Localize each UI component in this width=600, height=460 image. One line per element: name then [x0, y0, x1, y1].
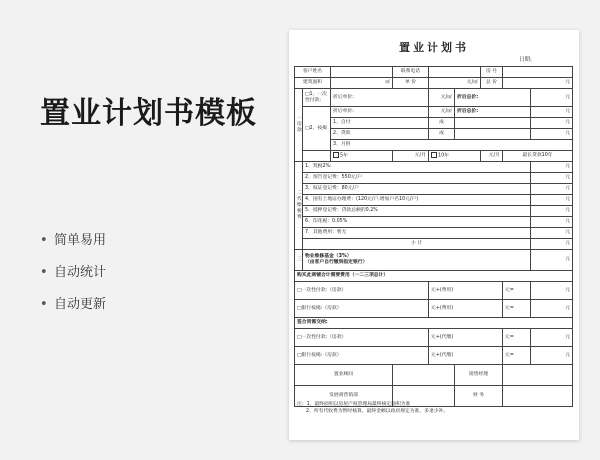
table-row — [295, 151, 573, 162]
table-row — [295, 184, 573, 195]
room-cell[interactable] — [503, 67, 573, 78]
section-maintenance: 三、 — [295, 250, 303, 271]
table-row — [295, 78, 573, 89]
bullet-icon: • — [40, 265, 48, 280]
table-row — [295, 206, 573, 217]
footnote: 2、所有代收费为暂时核算，最终金额以政府规定为准，多退少补。 — [306, 409, 449, 414]
consultant-signature[interactable] — [393, 365, 455, 386]
yuan-unit: 元 — [531, 206, 573, 217]
bullet-icon: • — [40, 297, 48, 312]
table-row — [295, 250, 573, 271]
fees-subtotal-label: 小 计 — [303, 239, 531, 250]
section-payment: 一、房款 — [295, 89, 303, 162]
yuan-unit: 元 — [531, 250, 573, 271]
room-label: 房 号 — [481, 67, 503, 78]
date-label: 日期: — [519, 57, 532, 63]
yuan-unit: 元 — [531, 107, 573, 118]
self-pay-label: 1、自付 — [331, 118, 429, 129]
yuan-unit: 元 — [531, 228, 573, 239]
section-fees: 二、代缴税费 — [295, 162, 303, 250]
customer-name-cell[interactable] — [331, 67, 393, 78]
yuan-unit: 元 — [531, 282, 573, 300]
table-row — [295, 67, 573, 78]
table-row — [295, 318, 573, 329]
yuan-unit: 元 — [531, 239, 573, 250]
fee-item: 6、印花税：0.05% — [303, 217, 531, 228]
yuan-unit: 元 — [531, 89, 573, 107]
table-row — [295, 89, 573, 107]
template-title: 置业计划书模板 — [40, 96, 257, 131]
eq-label: 元= — [503, 329, 531, 347]
total-one-time-fee: 元+(费用) — [429, 282, 503, 300]
table-row — [295, 107, 573, 118]
loan-item-label: 2、贷款 — [331, 129, 429, 140]
yuan-unit: 元 — [531, 329, 573, 347]
cheng-label: 成 — [429, 118, 455, 129]
yuan-unit: 元 — [531, 300, 573, 318]
unit-price-unit: 元/㎡ — [429, 78, 481, 89]
total-loan-fee: 元+(费用) — [429, 300, 503, 318]
discount-total-label: 折后总价: — [455, 107, 531, 118]
table-row — [295, 118, 573, 129]
ten-year-option[interactable]: 10年 — [429, 151, 481, 162]
self-pay-amount[interactable] — [455, 118, 531, 129]
eq-label: 元= — [503, 347, 531, 365]
sign-header: 签合同需交纳: — [295, 318, 573, 329]
yuan-unit: 元 — [531, 118, 573, 129]
table-row — [295, 365, 573, 386]
table-row — [295, 282, 573, 300]
footnotes — [297, 401, 448, 415]
left-panel — [0, 0, 290, 460]
yuan-unit: 元 — [531, 195, 573, 206]
unit-price-label: 单 价 — [393, 78, 429, 89]
eq-label: 元= — [503, 300, 531, 318]
discount-unit-label: 折后单价: — [331, 89, 429, 107]
feature-list — [40, 232, 106, 328]
feature-item: • 自动统计 — [40, 265, 107, 280]
sales-manager-signature[interactable] — [503, 365, 573, 386]
yuan-unit: 元 — [531, 129, 573, 140]
loan-option[interactable]: □2、按揭 — [303, 107, 331, 151]
total-loan-option[interactable]: □银行按揭:（房款） — [295, 300, 429, 318]
table-row — [295, 195, 573, 206]
yuan-unit: 元 — [531, 347, 573, 365]
checkbox-icon — [333, 152, 339, 158]
per-month-unit: 元/月 — [481, 151, 503, 162]
phone-cell[interactable] — [429, 67, 481, 78]
table-row — [295, 217, 573, 228]
one-time-option[interactable]: □1、一次性付款: — [303, 89, 331, 107]
yuan-unit: 元 — [531, 217, 573, 228]
eq-label: 元= — [503, 282, 531, 300]
sign-loan-option[interactable]: □银行按揭:（房款） — [295, 347, 429, 365]
table-row — [295, 239, 573, 250]
total-cost-header: 购买此商铺合计需要费用（一二三项总计） — [295, 271, 573, 282]
dev-sales-label: 发展商营销部 — [295, 386, 393, 407]
finance-label: 财 务 — [455, 386, 503, 407]
table-row — [295, 329, 573, 347]
per-sqm-unit: 元/㎡ — [429, 89, 455, 107]
plan-table — [294, 66, 573, 407]
table-row — [295, 228, 573, 239]
customer-name-label: 客户姓名 — [295, 67, 331, 78]
consultant-label: 置业顾问 — [295, 365, 393, 386]
yuan-unit: 元 — [531, 184, 573, 195]
footnote: 注：1、最终面积以房屋产权管理局最终核定面积为准 — [297, 402, 411, 407]
area-unit: ㎡ — [331, 78, 393, 89]
fee-item: 4、国有土地证办理费：(120元/户,增加户名10元/户) — [303, 195, 531, 206]
fee-item: 2、预告登记费：550元/户 — [303, 173, 531, 184]
fee-item: 5、抵押登记费：贷款总额的0.2% — [303, 206, 531, 217]
yuan-unit: 元 — [531, 162, 573, 173]
sign-one-time-fee: 元+(代缴) — [429, 329, 503, 347]
cheng-label: 成 — [429, 129, 455, 140]
five-year-option[interactable]: 5年 — [331, 151, 393, 162]
table-row — [295, 140, 573, 151]
checkbox-icon — [431, 152, 437, 158]
document-title: 置业计划书 — [399, 41, 469, 54]
sales-manager-label: 销售经理 — [455, 365, 503, 386]
sign-loan-fee: 元+(代缴) — [429, 347, 503, 365]
discount-unit-label: 折后单价: — [331, 107, 429, 118]
bullet-icon: • — [40, 233, 48, 248]
total-one-time-option[interactable]: □一次性付款:（房款） — [295, 282, 429, 300]
plan-table-wrap — [294, 66, 572, 407]
table-row — [295, 300, 573, 318]
table-row — [295, 173, 573, 184]
phone-label: 联系电话 — [393, 67, 429, 78]
fee-item: 1、契税2%: — [303, 162, 531, 173]
table-row — [295, 347, 573, 365]
feature-item: • 自动更新 — [40, 297, 107, 312]
per-month-unit: 元/月 — [393, 151, 429, 162]
sign-one-time-option[interactable]: □一次性付款:（房款） — [295, 329, 429, 347]
table-row — [295, 129, 573, 140]
fee-item: 7、其他费用：暂无 — [303, 228, 531, 239]
area-label: 建筑面积 — [295, 78, 331, 89]
blank-cell — [303, 151, 331, 162]
max-loan-note: 最长贷款10年 — [503, 151, 573, 162]
total-unit: 元 — [503, 78, 573, 89]
total-label: 总 价 — [481, 78, 503, 89]
feature-item: • 简单易用 — [40, 233, 107, 248]
monthly-label: 3、月供 — [331, 140, 573, 151]
yuan-unit: 元 — [531, 173, 573, 184]
document-preview — [289, 30, 579, 440]
loan-amount[interactable] — [455, 129, 531, 140]
per-sqm-unit: 元/㎡ — [429, 107, 455, 118]
discount-total-label: 折后总价: — [455, 89, 531, 107]
fee-item: 3、权证登记费：80元/户 — [303, 184, 531, 195]
table-row — [295, 271, 573, 282]
finance-signature[interactable] — [503, 386, 573, 407]
table-row — [295, 162, 573, 173]
maintenance-fund: 物业维修基金（3%） （由客户自行缴到指定银行） — [303, 250, 531, 271]
